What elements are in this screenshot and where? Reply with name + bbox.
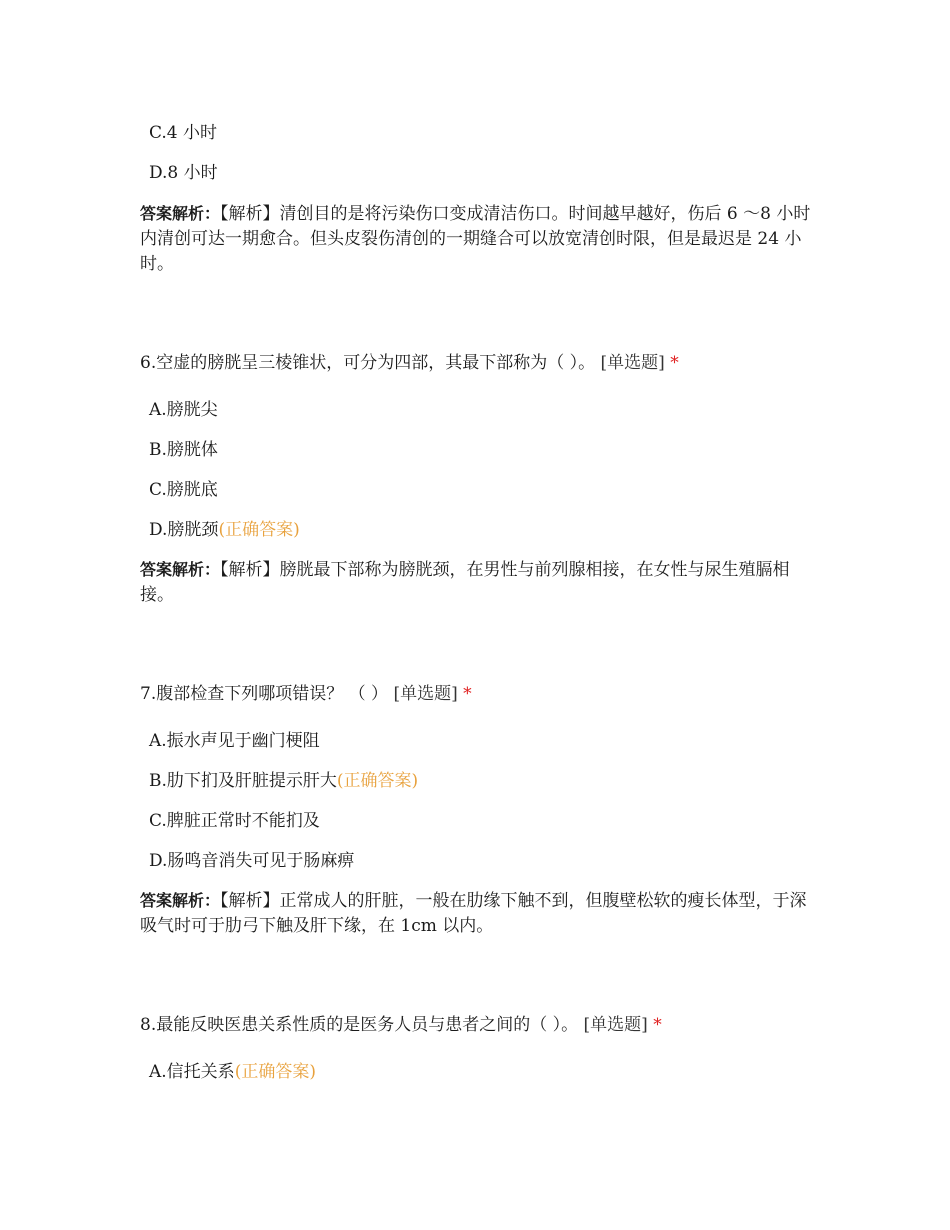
analysis-label: 答案解析：: [140, 204, 221, 223]
question-text: 6.空虚的膀胱呈三棱锥状，可分为四部，其最下部称为（ ）。: [140, 353, 596, 373]
analysis-text: 【解析】正常成人的肝脏，一般在肋缘下触不到，但腹壁松软的瘦长体型，于深吸气时可于肋弓下触及肝下缘，在 1cm 以内。: [140, 891, 807, 936]
analysis-label: 答案解析：: [140, 891, 221, 910]
option-q8-a: A.信托关系(正确答案): [149, 1062, 316, 1082]
analysis-q7: [140, 888, 815, 939]
option-q6-a: A.膀胱尖: [149, 400, 218, 420]
option-q6-c: C.膀胱底: [149, 480, 218, 500]
option-q7-b: B.肋下扪及肝脏提示肝大(正确答案): [149, 771, 419, 791]
required-mark: *: [463, 684, 472, 704]
option-q7-c: C.脾脏正常时不能扪及: [149, 811, 320, 831]
analysis-label: 答案解析：: [140, 560, 221, 579]
analysis-text: 【解析】清创目的是将污染伤口变成清洁伤口。时间越早越好，伤后 6 ～8 小时内清创可达一期愈合。但头皮裂伤清创的一期缝合可以放宽清创时限，但是最迟是 24 小时。: [140, 204, 811, 274]
question-type-tag: [单选题]: [600, 353, 665, 373]
analysis-q6: [140, 557, 815, 608]
question-type-tag: [单选题]: [393, 684, 458, 704]
option-q7-a: A.振水声见于幽门梗阻: [149, 731, 320, 751]
option-q5-c: C.4 小时: [149, 123, 218, 143]
analysis-text: 【解析】膀胱最下部称为膀胱颈，在男性与前列腺相接，在女性与尿生殖膈相接。: [140, 560, 790, 605]
analysis-q5: [140, 201, 815, 277]
question-8-title: [140, 1013, 662, 1037]
required-mark: *: [670, 353, 679, 373]
question-text: 8.最能反映医患关系性质的是医务人员与患者之间的（ ）。: [140, 1015, 579, 1035]
required-mark: *: [653, 1015, 662, 1035]
correct-answer-note: (正确答案): [336, 771, 419, 791]
option-q6-d: D.膀胱颈(正确答案): [149, 520, 300, 540]
correct-answer-note: (正确答案): [234, 1062, 316, 1082]
question-type-tag: [单选题]: [583, 1015, 648, 1035]
question-text: 7.腹部检查下列哪项错误？ （ ）: [140, 684, 389, 704]
option-q6-b: B.膀胱体: [149, 440, 218, 460]
correct-answer-note: (正确答案): [218, 520, 300, 540]
question-7-title: [140, 682, 472, 706]
question-6-title: [140, 351, 679, 375]
option-q7-d: D.肠鸣音消失可见于肠麻痹: [149, 851, 355, 871]
option-q5-d: D.8 小时: [149, 163, 218, 183]
